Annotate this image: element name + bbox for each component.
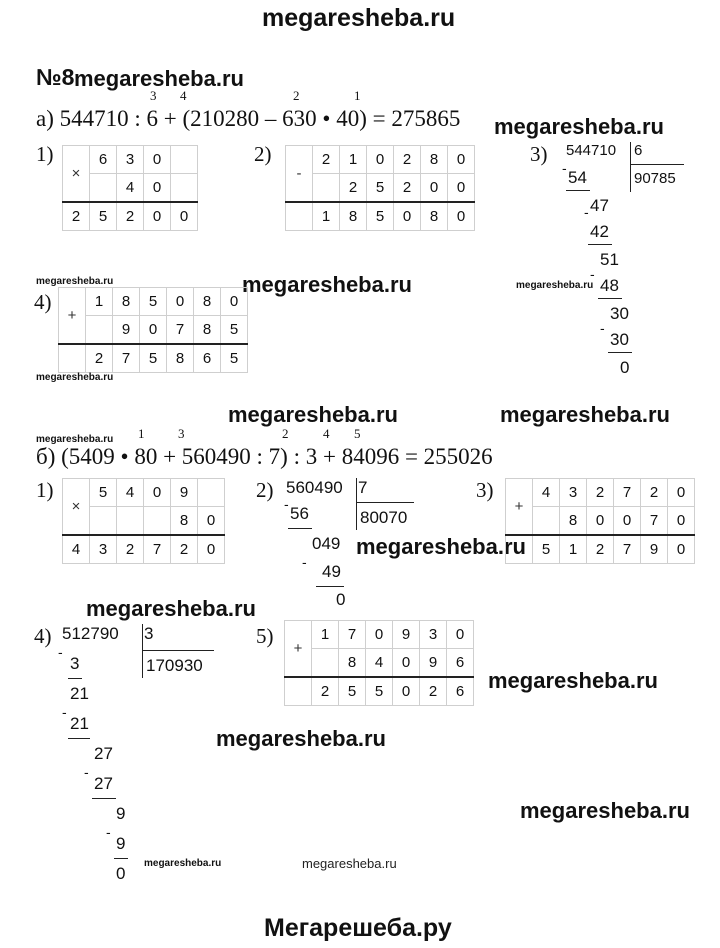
order-mark: 2 — [293, 88, 300, 103]
digit: 4 — [533, 479, 560, 507]
digit: 4 — [117, 479, 144, 507]
digit: 7 — [167, 316, 194, 345]
step-label: 4) — [34, 624, 52, 648]
digit: 0 — [394, 202, 421, 231]
digit: 5 — [221, 316, 248, 345]
quotient: 90785 — [634, 170, 676, 187]
digit: 0 — [144, 146, 171, 174]
step-label: 3) — [530, 142, 548, 166]
digit: 8 — [560, 507, 587, 536]
digit: 6 — [447, 677, 474, 706]
watermark: megaresheba.ru — [488, 668, 658, 693]
digit: 5 — [140, 344, 167, 373]
order-mark: 1 — [354, 88, 361, 103]
digit: 8 — [339, 649, 366, 678]
remainder: 0 — [336, 590, 346, 609]
digit: 2 — [86, 344, 113, 373]
digit: 0 — [221, 288, 248, 316]
partial: 3 — [70, 654, 80, 673]
partial: 48 — [600, 276, 619, 295]
digit: 2 — [171, 535, 198, 564]
digit: 2 — [587, 535, 614, 564]
minus-sign: - — [600, 320, 605, 336]
digit: 6 — [447, 649, 474, 678]
partial: 9 — [116, 804, 126, 823]
digit: 3 — [420, 621, 447, 649]
digit: 2 — [394, 146, 421, 174]
digit — [171, 174, 198, 203]
digit: 2 — [641, 479, 668, 507]
partial: 49 — [322, 562, 341, 581]
digit: 9 — [420, 649, 447, 678]
partial: 30 — [610, 304, 629, 323]
op-sign: + — [59, 288, 86, 345]
digit: 0 — [448, 202, 475, 231]
digit — [285, 677, 312, 706]
remainder: 0 — [620, 358, 630, 377]
digit: 5 — [367, 174, 394, 203]
watermark: megaresheba.ru — [144, 858, 222, 869]
digit: 8 — [167, 344, 194, 373]
digit: 0 — [614, 507, 641, 536]
digit: 4 — [63, 535, 90, 564]
digit: 0 — [393, 649, 420, 678]
step-label: 5) — [256, 624, 274, 648]
digit: 0 — [171, 202, 198, 231]
digit: 0 — [198, 535, 225, 564]
digit: 0 — [668, 535, 695, 564]
order-mark: 3 — [150, 88, 157, 103]
minus-sign: - — [106, 824, 111, 840]
partial: 54 — [568, 168, 587, 187]
partial: 42 — [590, 222, 609, 241]
minus-sign: - — [58, 644, 63, 660]
addition-b3 — [505, 478, 695, 564]
quotient: 170930 — [146, 656, 203, 675]
partial: 27 — [94, 744, 113, 763]
order-mark: 1 — [138, 426, 145, 441]
digit — [144, 507, 171, 536]
digit: 1 — [340, 146, 367, 174]
digit: 0 — [144, 479, 171, 507]
divisor: 6 — [634, 142, 643, 159]
minus-sign: - — [302, 554, 307, 570]
watermark: megaresheba.ru — [520, 798, 690, 823]
digit: 2 — [117, 535, 144, 564]
partial: 51 — [600, 250, 619, 269]
divisor: 3 — [144, 624, 154, 643]
watermark: megaresheba.ru — [302, 856, 397, 871]
partial: 21 — [70, 714, 89, 733]
digit: 0 — [668, 479, 695, 507]
digit: 1 — [313, 202, 340, 231]
step-label: 2) — [254, 142, 272, 166]
digit — [117, 507, 144, 536]
partial: 9 — [116, 834, 126, 853]
digit: 2 — [587, 479, 614, 507]
digit: 5 — [366, 677, 393, 706]
minus-sign: - — [584, 204, 589, 220]
partial: 30 — [610, 330, 629, 349]
digit: 8 — [194, 288, 221, 316]
op-sign: × — [63, 479, 90, 536]
digit: 5 — [367, 202, 394, 231]
digit: 2 — [312, 677, 339, 706]
long-division-b4 — [58, 624, 218, 892]
digit: 0 — [448, 146, 475, 174]
watermark: megaresheba.ru — [516, 280, 594, 291]
footer-watermark: Мегарешеба.ру — [264, 914, 452, 942]
minus-sign: - — [562, 160, 567, 176]
digit: 0 — [421, 174, 448, 203]
digit: 0 — [144, 174, 171, 203]
op-sign: + — [506, 479, 533, 536]
digit: 4 — [366, 649, 393, 678]
digit: 0 — [448, 174, 475, 203]
op-sign: × — [63, 146, 90, 203]
digit: 7 — [614, 479, 641, 507]
digit: 0 — [167, 288, 194, 316]
dividend: 560490 — [286, 478, 343, 497]
digit: 9 — [171, 479, 198, 507]
partial: 21 — [70, 684, 89, 703]
watermark: megaresheba.ru — [216, 726, 386, 751]
subtraction-a2 — [285, 145, 475, 231]
expression-b: б) (5409 • 80 + 560490 : 7) : 3 + 84096 = 255026 — [36, 444, 493, 469]
digit: 5 — [140, 288, 167, 316]
digit — [198, 479, 225, 507]
partial: 47 — [590, 196, 609, 215]
remainder: 0 — [116, 864, 126, 883]
digit: 6 — [194, 344, 221, 373]
order-mark: 2 — [282, 426, 289, 441]
step-label: 4) — [34, 290, 52, 314]
step-label: 1) — [36, 478, 54, 502]
minus-sign: - — [590, 266, 595, 282]
addition-a4 — [58, 287, 248, 373]
digit: 0 — [668, 507, 695, 536]
digit: 7 — [144, 535, 171, 564]
digit: 0 — [393, 677, 420, 706]
multiplication-b1 — [62, 478, 225, 564]
digit: 9 — [113, 316, 140, 345]
divisor: 7 — [358, 478, 368, 497]
digit: 2 — [117, 202, 144, 231]
watermark: megaresheba.ru — [500, 402, 670, 427]
digit — [506, 535, 533, 564]
digit: 8 — [171, 507, 198, 536]
order-mark: 5 — [354, 426, 361, 441]
watermark: megaresheba.ru — [36, 276, 114, 287]
minus-sign: - — [284, 496, 289, 512]
digit — [86, 316, 113, 345]
order-mark: 4 — [323, 426, 330, 441]
partial: 56 — [290, 504, 309, 523]
digit: 8 — [194, 316, 221, 345]
addition-b5 — [284, 620, 474, 706]
digit — [90, 507, 117, 536]
dividend: 512790 — [62, 624, 119, 643]
digit: 1 — [86, 288, 113, 316]
digit — [533, 507, 560, 536]
op-sign: - — [286, 146, 313, 203]
digit: 1 — [560, 535, 587, 564]
digit: 8 — [113, 288, 140, 316]
digit: 3 — [117, 146, 144, 174]
digit: 0 — [140, 316, 167, 345]
order-mark: 4 — [180, 88, 187, 103]
expression-a: а) 544710 : 6 + (210280 – 630 • 40) = 275865 — [36, 106, 461, 131]
digit: 0 — [144, 202, 171, 231]
step-label: 1) — [36, 142, 54, 166]
digit: 5 — [221, 344, 248, 373]
minus-sign: - — [84, 764, 89, 780]
multiplication-a1 — [62, 145, 198, 231]
task-number: №8 — [36, 64, 75, 90]
digit: 0 — [367, 146, 394, 174]
digit: 5 — [90, 479, 117, 507]
digit: 7 — [614, 535, 641, 564]
digit: 0 — [587, 507, 614, 536]
digit: 8 — [421, 146, 448, 174]
digit — [90, 174, 117, 203]
digit: 2 — [313, 146, 340, 174]
digit: 9 — [393, 621, 420, 649]
digit: 2 — [420, 677, 447, 706]
partial: 27 — [94, 774, 113, 793]
quotient: 80070 — [360, 508, 408, 527]
minus-sign: - — [62, 704, 67, 720]
digit: 8 — [421, 202, 448, 231]
watermark: megaresheba.ru — [356, 534, 526, 559]
order-mark: 3 — [178, 426, 185, 441]
digit: 5 — [533, 535, 560, 564]
digit: 0 — [447, 621, 474, 649]
digit: 1 — [312, 621, 339, 649]
digit: 7 — [339, 621, 366, 649]
digit — [312, 649, 339, 678]
step-label: 3) — [476, 478, 494, 502]
digit: 7 — [113, 344, 140, 373]
watermark: megaresheba.ru — [494, 114, 664, 139]
digit: 6 — [90, 146, 117, 174]
digit — [313, 174, 340, 203]
watermark: megaresheba.ru — [228, 402, 398, 427]
digit: 5 — [339, 677, 366, 706]
digit: 4 — [117, 174, 144, 203]
watermark: megaresheba.ru — [242, 272, 412, 297]
watermark: megaresheba.ru — [86, 596, 256, 621]
header-watermark: megaresheba.ru — [262, 4, 456, 32]
digit: 8 — [340, 202, 367, 231]
watermark: megaresheba.ru — [74, 66, 244, 91]
digit — [286, 202, 313, 231]
digit: 3 — [90, 535, 117, 564]
digit: 2 — [63, 202, 90, 231]
watermark: megaresheba.ru — [36, 434, 114, 445]
watermark: megaresheba.ru — [36, 372, 114, 383]
digit: 2 — [340, 174, 367, 203]
digit: 9 — [641, 535, 668, 564]
step-label: 2) — [256, 478, 274, 502]
partial: 049 — [312, 534, 341, 553]
op-sign: + — [285, 621, 312, 678]
long-division-a3 — [560, 140, 690, 380]
digit: 0 — [366, 621, 393, 649]
digit — [59, 344, 86, 373]
dividend: 544710 — [566, 142, 617, 159]
digit: 2 — [394, 174, 421, 203]
digit: 7 — [641, 507, 668, 536]
digit: 3 — [560, 479, 587, 507]
digit: 0 — [198, 507, 225, 536]
digit — [171, 146, 198, 174]
digit: 5 — [90, 202, 117, 231]
